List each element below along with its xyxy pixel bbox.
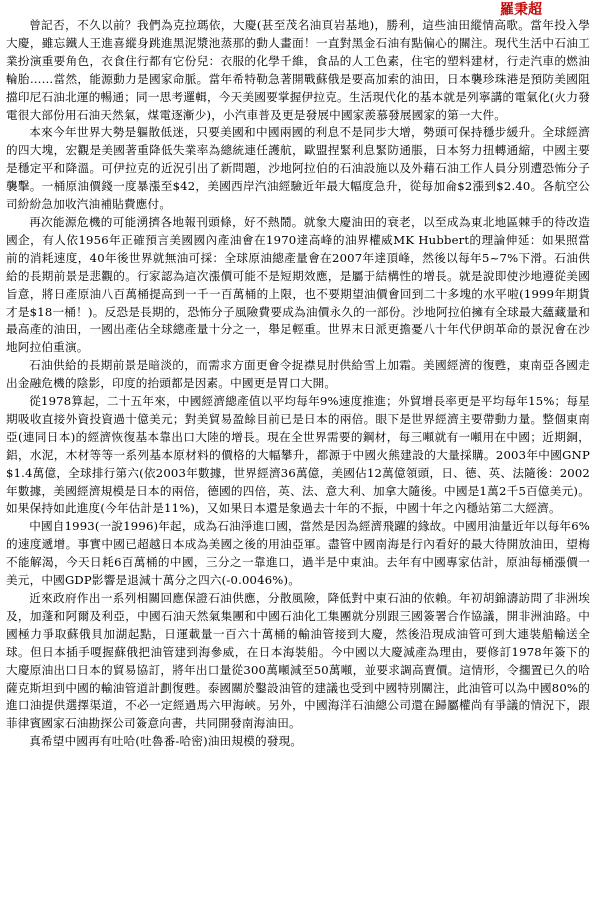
article-body [6, 17, 590, 751]
paragraph-2: 本來今年世界大勢是軀散低迷，只要美國和中國兩國的利息不是同步大增，勢頭可保持穩步緩升。全球經濟的四大塊，宏觀是美國著重降低失業率為總統連任護航，歐盟捏緊利息緊防通脹，日本努力扭轉通縮，中國主要是穩定平和降溫。可伊拉克的近況引出了新問題，沙地阿拉伯的石油設施以及外藉石油工作人員分別遭恐怖分子襲擊。一桶原油價錢一度暴漲至$42，美國西岸汽油經驗近年最大幅度急升，從每加侖$2漲到$2.40。各航空公司紛紛急加收汽油補貼費應付。 [6, 125, 590, 212]
author-name: 羅秉超 [500, 2, 542, 18]
paragraph-7: 近來政府作出一系列相關回應保證石油供應，分散風險，降低對中東石油的依賴。年初胡錦濤訪問了非洲埃及，加蓬和阿爾及利亞，中國石油天然氣集團和中國石油化工集團就分別跟三國簽署合作協議，開非洲油路。中國極力爭取蘇俄貝加湖起點，日運載量一百六十萬桶的輸油管接到大慶，然後沿現成油管可到大連裝船輸送全球。但日本插手嗄握蘇俄把油管建到海參威，在日本海裝船。今中國以大慶減產為理由，要修訂1978年簽下的大慶原油出口日本的貿易協訂，將年出口量從300萬噸減至50萬噸，並要求調高賣價。這情形，令擱置已久的哈薩克斯坦到中國的輸油管道計劃復甦。泰國關於鑿設油管的建議也受到中國特別關注，此油管可以為中國80%的進口油提供選擇渠道，不必一定經過馬六甲海峽。另外，中國海洋石油總公司還在歸屬權尚有爭議的情況下，跟菲律賓國家石油勘探公司簽意向書，共同開發南海油田。 [6, 591, 590, 731]
paragraph-4: 石油供給的長期前景是暗淡的，而需求方面更會令捉襟見肘供給雪上加霜。美國經濟的復甦，東南亞各國走出金融危機的陰影，印度的抬頭都是因素。中國更是胃口大開。 [6, 358, 590, 391]
paragraph-1: 曾記否，不久以前？我們為克拉瑪依，大慶(甚至茂名油頁岩基地)，勝利，這些油田縱情高歌。當年投入學大慶，雖忘鐵人王進喜縱身跳進黑泥漿池蒸那的動人畫面！一直對黑金石油有點偏心的關注。現代生活中石油工業扮演重要角色，衣食住行都有它份兒：衣服的化學千維，食品的人工色素，住宅的塑料建材，行走汽車的燃油輪胎……當然，能源動力是國家命脈。當年希特勒急著開戰蘇俄是要高加索的油田，日本襲珍珠港是預防美國阻擋印尼石油北運的暢通；同一思考邏輯，今天美國要掌握伊拉克。生活現代化的基本就是列寧講的電氣化(火力發電很大部份用石油天然氣，煤電逐漸少)，小汽車普及更是發展中國家羨慕發展國家的第一大件。 [6, 18, 590, 122]
paragraph-5: 從1978算起，二十五年來，中國經濟總產值以平均每年9%速度推進；外貿增長率更是平均每年15%；每星期吸收直接外資投資過十億美元；對美貿易盈餘目前已是日本的兩倍。眼下是世界經濟主要帶動力量。整個東南亞(連同日本)的經濟恢復基本靠出口大陸的增長。現在全世界需要的鋼材，每三噸就有一噸用在中國；近期銅，鋁，水泥，木材等等一系列基本原材料的價格的大幅攀升，都源于中國火熊建設的大量採購。2003年中國GNP$1.4萬億，全球排行第六(依2003年數據，世界經濟36萬億，美國佔12萬億領頭，日、德、英、法隨後：2002年數據，美國經濟規模是日本的兩倍，德國的四倍，英、法、意大利、加拿大隨後。中國是1萬2千5百億美元)。如果保持如此進度(今年估計是11%)，又如果日本還是象過去十年的不振，中國十年之內穩站第二大經濟。 [6, 394, 590, 516]
paragraph-8: 真希望中國再有吐哈(吐魯番-哈密)油田規模的發現。 [29, 734, 303, 749]
paragraph-3: 再次能源危機的可能湧擠各地報刊頭條，好不熱鬧。就象大慶油田的衰老，以至成為東北地區棘手的待改造國企，有人依1956年正確預言美國國內產油會在1970達高峰的油界權威MK Hubbert的理論伸延：如果照當前的消耗速度，40年後世界就無油可採：全球原油總產量會在2007年達頂峰，然後以每年5~7%下滑。石油供給的長期前景是悲觀的。行家認為這次漲價可能不是短期效應，是屬于結構性的增長。就是說即使沙地遵從美國旨意，將日產原油八百萬桶提高到一千一百萬桶的上限，也不要期望油價會回到二十多塊的水平啦(1999年期貨才是$18一桶！)。反恐是長期的，恐怖分子風險費要成為油價永久的一部份。沙地阿拉伯擁有全球最大蘊藏量和最高產的油田，一國出產佔全球總產量十分之一，舉足輕重。世界末日派更擔憂八十年代伊朗革命的景況會在沙地阿拉伯重演。 [6, 214, 590, 355]
paragraph-6: 中國自1993(一說1996)年起，成為石油淨進口國，當然是因為經濟飛躍的緣故。中國用油量近年以每年6%的速度遞增。事實中國已超越日本成為美國之後的用油亞軍。盡管中國南海是行內看好的最大待開放油田，望梅不能解渴，今天日耗6百萬桶的中國，三分之一靠進口，過半是中東油。去年有中國專家估計，原油每桶漲價一美元，中國GDP影響是退減十萬分之四六(-0.0046%)。 [6, 519, 590, 588]
